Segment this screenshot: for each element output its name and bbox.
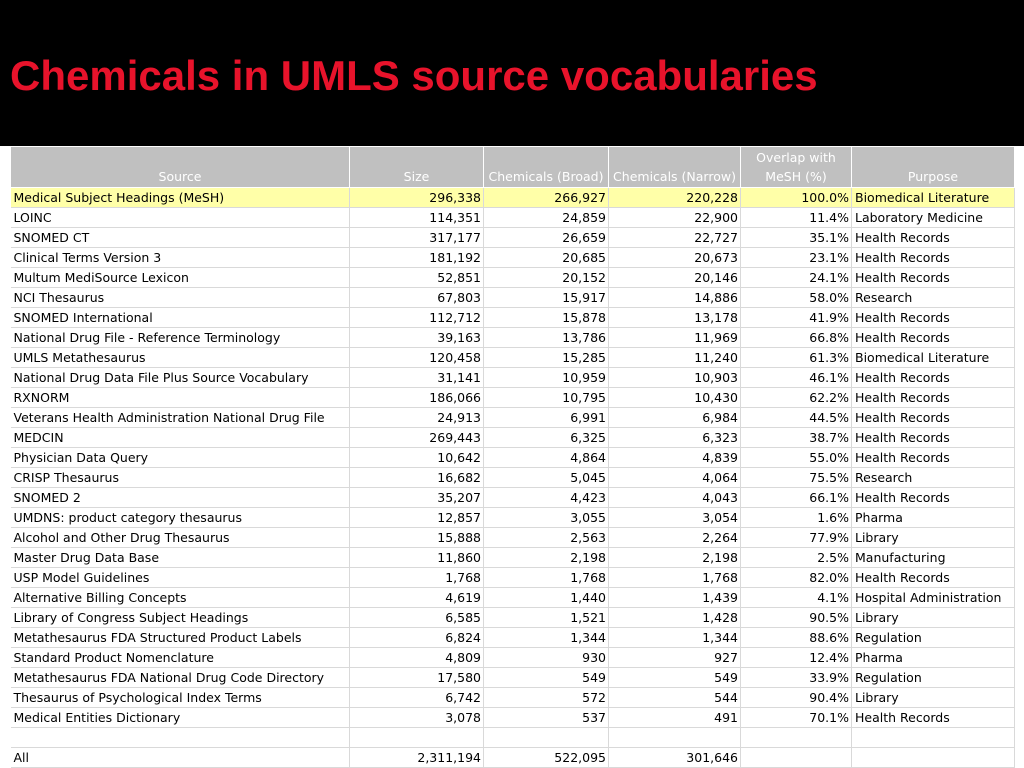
cell-size[interactable]: 181,192	[350, 248, 484, 268]
cell-size[interactable]: 1,768	[350, 568, 484, 588]
cell-chemicals-broad[interactable]: 15,878	[484, 308, 609, 328]
cell-chemicals-narrow[interactable]: 2,198	[609, 548, 741, 568]
cell-size[interactable]: 6,824	[350, 628, 484, 648]
empty-cell[interactable]	[11, 728, 350, 748]
table-row	[11, 228, 1015, 248]
cell-size[interactable]: 31,141	[350, 368, 484, 388]
cell-source[interactable]: Veterans Health Administration National Drug File	[11, 408, 350, 428]
cell-size[interactable]: 10,642	[350, 448, 484, 468]
cell-chemicals-narrow[interactable]: 4,839	[609, 448, 741, 468]
cell-chemicals-narrow[interactable]: 10,430	[609, 388, 741, 408]
cell-size[interactable]: 112,712	[350, 308, 484, 328]
cell-overlap-mesh[interactable]: 82.0%	[741, 568, 852, 588]
empty-cell[interactable]	[741, 728, 852, 748]
table-row	[11, 608, 1015, 628]
cell-purpose[interactable]: Hospital Administration	[852, 588, 1015, 608]
cell-chemicals-broad[interactable]: 266,927	[484, 188, 609, 208]
cell-overlap-mesh[interactable]: 11.4%	[741, 208, 852, 228]
cell-chemicals-broad[interactable]: 572	[484, 688, 609, 708]
cell-purpose[interactable]: Health Records	[852, 428, 1015, 448]
empty-cell[interactable]	[350, 728, 484, 748]
cell-overlap-mesh[interactable]: 66.1%	[741, 488, 852, 508]
cell-chemicals-narrow[interactable]: 13,178	[609, 308, 741, 328]
cell-chemicals-narrow[interactable]: 1,428	[609, 608, 741, 628]
cell-overlap-mesh[interactable]: 38.7%	[741, 428, 852, 448]
cell-chemicals-narrow[interactable]: 20,146	[609, 268, 741, 288]
cell-overlap-mesh[interactable]: 41.9%	[741, 308, 852, 328]
cell-source[interactable]: Standard Product Nomenclature	[11, 648, 350, 668]
table-row	[11, 708, 1015, 728]
cell-source[interactable]: SNOMED CT	[11, 228, 350, 248]
cell-chemicals-broad[interactable]: 930	[484, 648, 609, 668]
cell-chemicals-broad[interactable]: 1,440	[484, 588, 609, 608]
cell-size[interactable]: 39,163	[350, 328, 484, 348]
cell-overlap-mesh[interactable]: 2.5%	[741, 548, 852, 568]
cell-source[interactable]: Alcohol and Other Drug Thesaurus	[11, 528, 350, 548]
cell-overlap-mesh[interactable]: 61.3%	[741, 348, 852, 368]
cell-overlap-mesh[interactable]: 66.8%	[741, 328, 852, 348]
cell-source[interactable]: Alternative Billing Concepts	[11, 588, 350, 608]
table-row	[11, 408, 1015, 428]
cell-chemicals-narrow[interactable]: 4,064	[609, 468, 741, 488]
cell-purpose[interactable]: Biomedical Literature	[852, 348, 1015, 368]
cell-source[interactable]: Clinical Terms Version 3	[11, 248, 350, 268]
cell-purpose[interactable]: Health Records	[852, 388, 1015, 408]
cell-overlap-mesh[interactable]: 100.0%	[741, 188, 852, 208]
cell-size[interactable]: 114,351	[350, 208, 484, 228]
cell-purpose[interactable]: Pharma	[852, 508, 1015, 528]
cell-source[interactable]: National Drug File - Reference Terminology	[11, 328, 350, 348]
table-row	[11, 468, 1015, 488]
cell-purpose[interactable]: Health Records	[852, 228, 1015, 248]
cell-purpose[interactable]: Health Records	[852, 268, 1015, 288]
cell-chemicals-narrow[interactable]: 10,903	[609, 368, 741, 388]
cell-overlap-mesh[interactable]: 4.1%	[741, 588, 852, 608]
cell-source[interactable]: MEDCIN	[11, 428, 350, 448]
cell-chemicals-narrow[interactable]: 301,646	[609, 748, 741, 768]
table-row	[11, 588, 1015, 608]
header-row	[11, 147, 1015, 188]
cell-purpose[interactable]: Health Records	[852, 708, 1015, 728]
cell-chemicals-broad[interactable]: 24,859	[484, 208, 609, 228]
cell-size[interactable]: 15,888	[350, 528, 484, 548]
cell-chemicals-narrow[interactable]: 20,673	[609, 248, 741, 268]
table-row	[11, 488, 1015, 508]
empty-cell[interactable]	[609, 728, 741, 748]
cell-chemicals-narrow[interactable]: 22,900	[609, 208, 741, 228]
cell-chemicals-broad[interactable]: 6,991	[484, 408, 609, 428]
vocabulary-table	[10, 146, 1015, 768]
cell-chemicals-narrow[interactable]: 1,768	[609, 568, 741, 588]
cell-source[interactable]: SNOMED International	[11, 308, 350, 328]
cell-size[interactable]: 296,338	[350, 188, 484, 208]
cell-source[interactable]: Master Drug Data Base	[11, 548, 350, 568]
table-row	[11, 188, 1015, 208]
cell-source[interactable]: USP Model Guidelines	[11, 568, 350, 588]
cell-size[interactable]: 6,585	[350, 608, 484, 628]
cell-chemicals-narrow[interactable]: 1,439	[609, 588, 741, 608]
cell-source[interactable]: Medical Subject Headings (MeSH)	[11, 188, 350, 208]
cell-purpose[interactable]: Library	[852, 528, 1015, 548]
cell-purpose[interactable]: Laboratory Medicine	[852, 208, 1015, 228]
cell-overlap-mesh[interactable]: 70.1%	[741, 708, 852, 728]
cell-source[interactable]: LOINC	[11, 208, 350, 228]
cell-overlap-mesh[interactable]: 90.4%	[741, 688, 852, 708]
table-row	[11, 348, 1015, 368]
cell-chemicals-broad[interactable]: 20,685	[484, 248, 609, 268]
cell-purpose[interactable]: Manufacturing	[852, 548, 1015, 568]
header-chemicals-broad[interactable]: Chemicals (Broad)	[484, 147, 609, 188]
cell-chemicals-broad[interactable]: 549	[484, 668, 609, 688]
title-bar	[0, 0, 1024, 146]
empty-cell[interactable]	[484, 728, 609, 748]
header-purpose[interactable]: Purpose	[852, 147, 1015, 188]
cell-purpose[interactable]: Health Records	[852, 568, 1015, 588]
cell-chemicals-broad[interactable]: 20,152	[484, 268, 609, 288]
cell-chemicals-broad[interactable]: 10,959	[484, 368, 609, 388]
cell-chemicals-broad[interactable]: 1,344	[484, 628, 609, 648]
cell-size[interactable]: 52,851	[350, 268, 484, 288]
cell-overlap-mesh[interactable]: 58.0%	[741, 288, 852, 308]
cell-source[interactable]: Metathesaurus FDA National Drug Code Directory	[11, 668, 350, 688]
cell-chemicals-narrow[interactable]: 4,043	[609, 488, 741, 508]
cell-source[interactable]: Library of Congress Subject Headings	[11, 608, 350, 628]
cell-overlap-mesh[interactable]: 88.6%	[741, 628, 852, 648]
table-body	[11, 188, 1015, 768]
cell-overlap-mesh[interactable]: 55.0%	[741, 448, 852, 468]
table-row	[11, 308, 1015, 328]
cell-size[interactable]: 67,803	[350, 288, 484, 308]
cell-size[interactable]: 120,458	[350, 348, 484, 368]
cell-purpose[interactable]: Library	[852, 688, 1015, 708]
cell-size[interactable]: 24,913	[350, 408, 484, 428]
cell-chemicals-broad[interactable]: 26,659	[484, 228, 609, 248]
table-row	[11, 508, 1015, 528]
cell-overlap-mesh[interactable]: 62.2%	[741, 388, 852, 408]
cell-chemicals-narrow[interactable]: 1,344	[609, 628, 741, 648]
cell-overlap-mesh[interactable]: 75.5%	[741, 468, 852, 488]
cell-chemicals-narrow[interactable]: 6,984	[609, 408, 741, 428]
table-row	[11, 448, 1015, 468]
cell-source[interactable]: CRISP Thesaurus	[11, 468, 350, 488]
cell-overlap-mesh[interactable]: 44.5%	[741, 408, 852, 428]
table-row	[11, 668, 1015, 688]
cell-size[interactable]: 317,177	[350, 228, 484, 248]
header-chemicals-narrow[interactable]: Chemicals (Narrow)	[609, 147, 741, 188]
table-row	[11, 368, 1015, 388]
cell-purpose[interactable]: Research	[852, 288, 1015, 308]
table-row	[11, 208, 1015, 228]
cell-purpose[interactable]: Health Records	[852, 488, 1015, 508]
cell-overlap-mesh[interactable]: 77.9%	[741, 528, 852, 548]
cell-purpose[interactable]: Health Records	[852, 448, 1015, 468]
cell-size[interactable]: 16,682	[350, 468, 484, 488]
table-row	[11, 688, 1015, 708]
spreadsheet	[0, 146, 1024, 768]
cell-size[interactable]: 12,857	[350, 508, 484, 528]
cell-chemicals-broad[interactable]: 4,864	[484, 448, 609, 468]
cell-purpose[interactable]: Regulation	[852, 628, 1015, 648]
cell-chemicals-narrow[interactable]: 6,323	[609, 428, 741, 448]
cell-overlap-mesh[interactable]: 24.1%	[741, 268, 852, 288]
cell-chemicals-broad[interactable]: 537	[484, 708, 609, 728]
cell-overlap-mesh[interactable]: 90.5%	[741, 608, 852, 628]
cell-chemicals-narrow[interactable]: 22,727	[609, 228, 741, 248]
cell-size[interactable]: 3,078	[350, 708, 484, 728]
cell-source[interactable]: NCI Thesaurus	[11, 288, 350, 308]
table-row	[11, 328, 1015, 348]
cell-purpose[interactable]: Biomedical Literature	[852, 188, 1015, 208]
header-source[interactable]: Source	[11, 147, 350, 188]
cell-chemicals-broad[interactable]: 1,521	[484, 608, 609, 628]
cell-chemicals-broad[interactable]: 10,795	[484, 388, 609, 408]
table-row	[11, 628, 1015, 648]
cell-chemicals-narrow[interactable]: 2,264	[609, 528, 741, 548]
table-row	[11, 248, 1015, 268]
cell-overlap-mesh[interactable]: 23.1%	[741, 248, 852, 268]
cell-chemicals-broad[interactable]: 5,045	[484, 468, 609, 488]
cell-source[interactable]: All	[11, 748, 350, 768]
cell-purpose[interactable]: Pharma	[852, 648, 1015, 668]
cell-chemicals-broad[interactable]: 6,325	[484, 428, 609, 448]
cell-chemicals-narrow[interactable]: 14,886	[609, 288, 741, 308]
cell-chemicals-broad[interactable]: 522,095	[484, 748, 609, 768]
cell-size[interactable]: 186,066	[350, 388, 484, 408]
cell-chemicals-narrow[interactable]: 544	[609, 688, 741, 708]
table-row	[11, 648, 1015, 668]
total-row	[11, 748, 1015, 768]
cell-source[interactable]: UMLS Metathesaurus	[11, 348, 350, 368]
cell-purpose[interactable]: Library	[852, 608, 1015, 628]
cell-chemicals-narrow[interactable]: 3,054	[609, 508, 741, 528]
cell-source[interactable]: SNOMED 2	[11, 488, 350, 508]
table-row	[11, 568, 1015, 588]
table-row	[11, 288, 1015, 308]
cell-overlap-mesh[interactable]: 1.6%	[741, 508, 852, 528]
cell-size[interactable]: 4,809	[350, 648, 484, 668]
table-row	[11, 528, 1015, 548]
cell-overlap-mesh[interactable]: 46.1%	[741, 368, 852, 388]
cell-purpose[interactable]: Health Records	[852, 368, 1015, 388]
cell-size[interactable]: 2,311,194	[350, 748, 484, 768]
cell-size[interactable]: 11,860	[350, 548, 484, 568]
cell-overlap-mesh[interactable]	[741, 748, 852, 768]
cell-chemicals-narrow[interactable]: 549	[609, 668, 741, 688]
cell-chemicals-narrow[interactable]: 220,228	[609, 188, 741, 208]
cell-size[interactable]: 269,443	[350, 428, 484, 448]
cell-purpose[interactable]: Health Records	[852, 328, 1015, 348]
cell-size[interactable]: 35,207	[350, 488, 484, 508]
cell-overlap-mesh[interactable]: 12.4%	[741, 648, 852, 668]
cell-chemicals-broad[interactable]: 2,563	[484, 528, 609, 548]
cell-chemicals-narrow[interactable]: 491	[609, 708, 741, 728]
cell-chemicals-narrow[interactable]: 11,969	[609, 328, 741, 348]
cell-source[interactable]: Medical Entities Dictionary	[11, 708, 350, 728]
table-row	[11, 428, 1015, 448]
cell-purpose[interactable]: Regulation	[852, 668, 1015, 688]
cell-source[interactable]: Metathesaurus FDA Structured Product Labels	[11, 628, 350, 648]
cell-purpose[interactable]: Research	[852, 468, 1015, 488]
cell-chemicals-broad[interactable]: 1,768	[484, 568, 609, 588]
cell-source[interactable]: Physician Data Query	[11, 448, 350, 468]
cell-chemicals-broad[interactable]: 15,917	[484, 288, 609, 308]
cell-source[interactable]: Thesaurus of Psychological Index Terms	[11, 688, 350, 708]
blank-row	[11, 728, 1015, 748]
cell-chemicals-broad[interactable]: 4,423	[484, 488, 609, 508]
slide-title: Chemicals in UMLS source vocabularies	[10, 52, 818, 99]
header-size[interactable]: Size	[350, 147, 484, 188]
cell-purpose[interactable]: Health Records	[852, 308, 1015, 328]
cell-purpose[interactable]: Health Records	[852, 248, 1015, 268]
cell-overlap-mesh[interactable]: 35.1%	[741, 228, 852, 248]
cell-source[interactable]: RXNORM	[11, 388, 350, 408]
cell-purpose[interactable]: Health Records	[852, 408, 1015, 428]
header-overlap-mesh[interactable]: Overlap with MeSH (%)	[741, 147, 852, 188]
cell-chemicals-broad[interactable]: 15,285	[484, 348, 609, 368]
cell-size[interactable]: 4,619	[350, 588, 484, 608]
cell-chemicals-broad[interactable]: 2,198	[484, 548, 609, 568]
cell-source[interactable]: Multum MediSource Lexicon	[11, 268, 350, 288]
cell-chemicals-narrow[interactable]: 927	[609, 648, 741, 668]
cell-source[interactable]: National Drug Data File Plus Source Vocabulary	[11, 368, 350, 388]
empty-cell[interactable]	[852, 728, 1015, 748]
table-row	[11, 268, 1015, 288]
cell-size[interactable]: 17,580	[350, 668, 484, 688]
cell-purpose[interactable]	[852, 748, 1015, 768]
table-row	[11, 388, 1015, 408]
cell-size[interactable]: 6,742	[350, 688, 484, 708]
cell-chemicals-narrow[interactable]: 11,240	[609, 348, 741, 368]
cell-chemicals-broad[interactable]: 3,055	[484, 508, 609, 528]
cell-overlap-mesh[interactable]: 33.9%	[741, 668, 852, 688]
cell-chemicals-broad[interactable]: 13,786	[484, 328, 609, 348]
table-row	[11, 548, 1015, 568]
cell-source[interactable]: UMDNS: product category thesaurus	[11, 508, 350, 528]
